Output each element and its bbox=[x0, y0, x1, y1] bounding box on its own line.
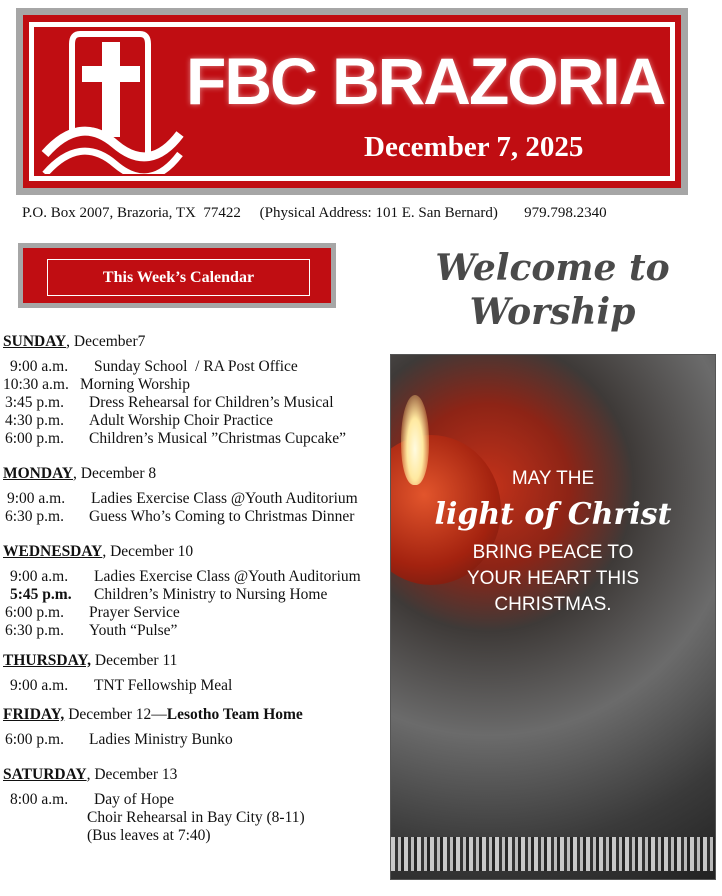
event-time: 6:00 p.m. bbox=[5, 604, 64, 621]
event-time: 6:30 p.m. bbox=[5, 622, 64, 639]
image-text: BRING PEACE TO bbox=[472, 542, 634, 563]
day-name: SATURDAY bbox=[3, 766, 87, 783]
day-name: WEDNESDAY bbox=[3, 543, 103, 560]
image-text: YOUR HEART THIS bbox=[466, 568, 640, 589]
event-title: Morning Worship bbox=[80, 376, 190, 393]
event-title: Ladies Ministry Bunko bbox=[89, 731, 233, 748]
event-time: 6:30 p.m. bbox=[5, 508, 64, 525]
day-heading bbox=[3, 766, 177, 784]
church-name: FBC BRAZORIA bbox=[186, 44, 665, 118]
calendar-banner bbox=[18, 243, 336, 308]
address-line: P.O. Box 2007, Brazoria, TX 77422 (Physical Address: 101 E. San Bernard) 979.798.2340 bbox=[22, 205, 607, 221]
event-row bbox=[7, 490, 358, 508]
event-time: 9:00 a.m. bbox=[10, 677, 69, 694]
event-row bbox=[10, 586, 327, 604]
day-date: , December 13 bbox=[86, 766, 178, 783]
day-date: , December 10 bbox=[102, 543, 194, 560]
event-title: Sunday School / RA Post Office bbox=[94, 358, 298, 375]
day-name: SUNDAY bbox=[3, 333, 67, 350]
event-time: 9:00 a.m. bbox=[10, 568, 69, 585]
event-row bbox=[87, 809, 305, 827]
image-text: CHRISTMAS. bbox=[494, 594, 612, 615]
day-heading bbox=[3, 543, 193, 561]
event-time: 9:00 a.m. bbox=[10, 358, 69, 375]
event-title: TNT Fellowship Meal bbox=[94, 677, 233, 694]
event-row bbox=[5, 508, 354, 526]
event-row bbox=[5, 604, 180, 622]
event-row bbox=[5, 430, 346, 448]
image-text: MAY THE bbox=[511, 468, 595, 489]
event-title: Choir Rehearsal in Bay City (8-11) bbox=[87, 809, 305, 826]
event-time: 6:00 p.m. bbox=[5, 430, 64, 447]
event-row bbox=[10, 358, 298, 376]
bulletin-date: December 7, 2025 bbox=[364, 131, 584, 163]
event-row bbox=[5, 622, 177, 640]
event-time: 9:00 a.m. bbox=[7, 490, 66, 507]
event-title: Day of Hope bbox=[94, 791, 175, 808]
day-name: THURSDAY, bbox=[3, 652, 92, 669]
day-date: December 12— bbox=[64, 706, 167, 723]
event-title: Ladies Exercise Class @Youth Auditorium bbox=[91, 490, 358, 507]
welcome-line1: Welcome to bbox=[435, 247, 670, 289]
day-heading bbox=[3, 652, 177, 670]
christmas-candle-image bbox=[390, 354, 716, 880]
day-date: December 11 bbox=[91, 652, 178, 669]
day-name: MONDAY bbox=[3, 465, 74, 482]
event-title: Children’s Musical ”Christmas Cupcake” bbox=[89, 430, 346, 447]
day-name: FRIDAY, bbox=[3, 706, 65, 723]
event-title: Dress Rehearsal for Children’s Musical bbox=[89, 394, 334, 411]
event-row bbox=[3, 376, 190, 394]
event-row bbox=[5, 731, 233, 749]
event-row bbox=[10, 791, 174, 809]
calendar-title: This Week’s Calendar bbox=[47, 259, 310, 296]
welcome-heading bbox=[395, 246, 710, 334]
event-time: 5:45 p.m. bbox=[10, 586, 72, 603]
day-heading bbox=[3, 333, 145, 351]
cross-logo-icon bbox=[40, 24, 190, 174]
day-date: , December 8 bbox=[73, 465, 157, 482]
event-title: Prayer Service bbox=[89, 604, 180, 621]
image-text: light of Christ bbox=[434, 497, 672, 532]
day-heading bbox=[3, 465, 156, 483]
event-time: 3:45 p.m. bbox=[5, 394, 64, 411]
event-row bbox=[5, 412, 273, 430]
event-time: 6:00 p.m. bbox=[5, 731, 64, 748]
event-title: Youth “Pulse” bbox=[89, 622, 178, 639]
event-title: Guess Who’s Coming to Christmas Dinner bbox=[89, 508, 355, 525]
event-row bbox=[5, 394, 334, 412]
event-row bbox=[10, 677, 232, 695]
event-time: 4:30 p.m. bbox=[5, 412, 64, 429]
event-title: Ladies Exercise Class @Youth Auditorium bbox=[94, 568, 361, 585]
decorative-band bbox=[391, 837, 715, 871]
event-time: 8:00 a.m. bbox=[10, 791, 69, 808]
event-title: (Bus leaves at 7:40) bbox=[87, 827, 211, 844]
event-title: Adult Worship Choir Practice bbox=[89, 412, 274, 429]
event-title: Children’s Ministry to Nursing Home bbox=[94, 586, 328, 603]
event-time: 10:30 a.m. bbox=[3, 376, 69, 393]
day-note: Lesotho Team Home bbox=[166, 706, 303, 723]
masthead bbox=[16, 8, 688, 195]
event-row bbox=[87, 827, 211, 845]
day-date: , December7 bbox=[66, 333, 146, 350]
event-row bbox=[10, 568, 361, 586]
welcome-line2: Worship bbox=[469, 291, 636, 333]
day-heading bbox=[3, 706, 303, 724]
